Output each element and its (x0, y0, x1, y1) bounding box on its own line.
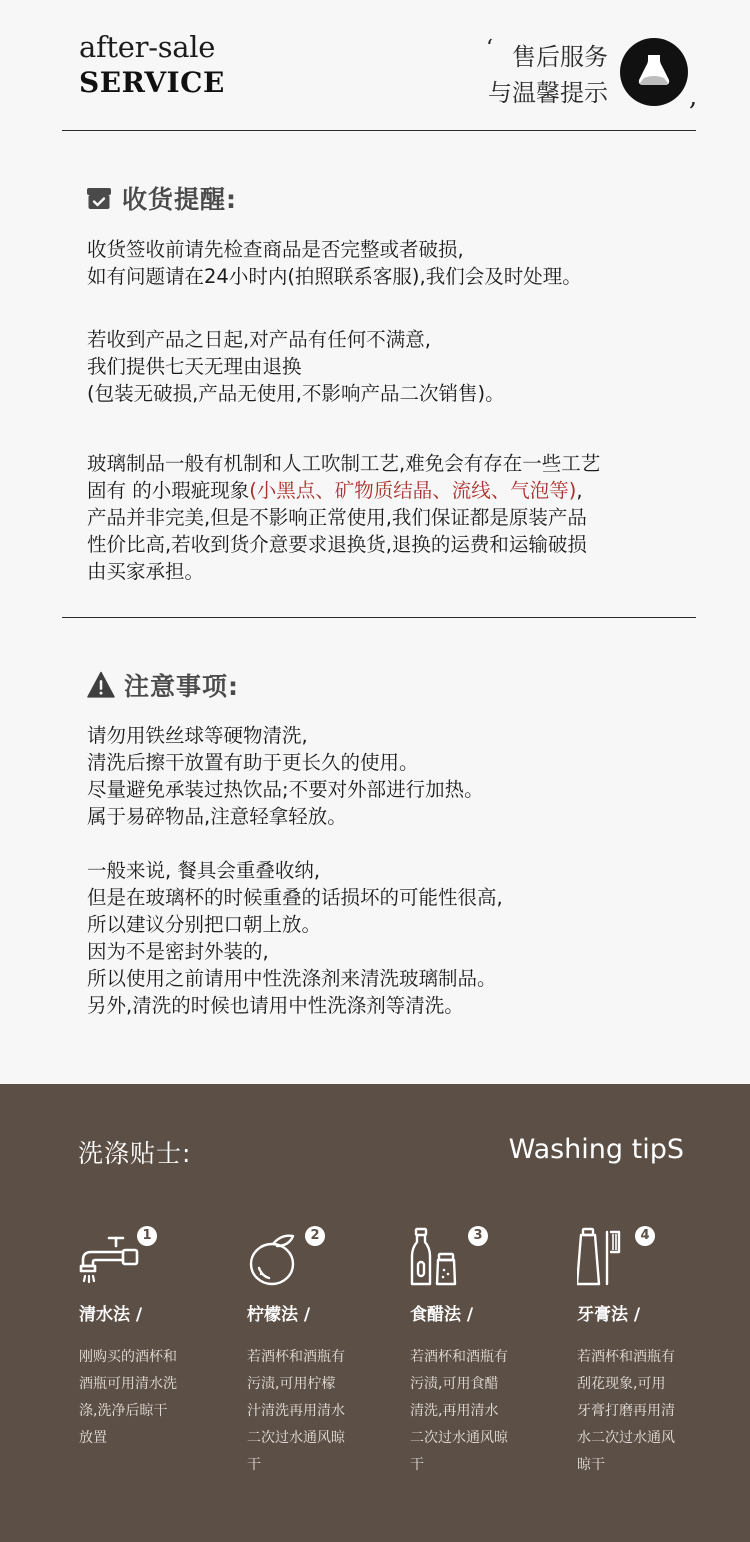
toothpaste-brush-icon (577, 1224, 667, 1294)
notice-paragraph-1 (87, 722, 707, 830)
tip-item-toothpaste (577, 1224, 727, 1473)
text-line: 性价比高,若收到货介意要求退换货,退换的运费和运输破损 (87, 533, 587, 556)
header-title-cn-line1: 售后服务 (512, 43, 608, 71)
tip-description (247, 1344, 367, 1479)
text-line: 干 (247, 1457, 261, 1473)
text-line: 玻璃制品一般有机制和人工吹制工艺,难免会有存在一些工艺 (87, 452, 601, 475)
tip-name: 柠檬法 / (247, 1305, 311, 1325)
text-line: 清洗后擦干放置有助于更长久的使用。 (87, 751, 419, 774)
vinegar-bottles-icon (410, 1224, 500, 1294)
tip-item-vinegar (410, 1224, 560, 1473)
water-tap-icon (79, 1224, 169, 1294)
highlight-defects: (小黑点、矿物质结晶、流线、气泡等) (249, 479, 577, 502)
text-line: 污渍,可用柠檬 (247, 1376, 336, 1392)
tip-number-badge: 1 (137, 1226, 157, 1246)
notice-title: 注意事项: (124, 672, 239, 701)
decanter-badge-icon (620, 38, 688, 106)
divider-top (62, 130, 696, 131)
text-line: 水二次过水通风 (577, 1430, 675, 1446)
tip-description (79, 1344, 199, 1452)
text-line: 若收到产品之日起,对产品有任何不满意, (87, 328, 431, 351)
text-line: 二次过水通风晾 (410, 1430, 508, 1446)
notice-heading (86, 667, 239, 703)
tip-name: 清水法 / (79, 1305, 143, 1325)
header-title-en-line2: SERVICE (79, 66, 225, 99)
lemon-icon (247, 1224, 337, 1294)
text-line: 放置 (79, 1430, 107, 1446)
text-line: 所以使用之前请用中性洗涤剂来清洗玻璃制品。 (87, 967, 497, 990)
tip-name: 牙膏法 / (577, 1305, 641, 1325)
tips-title-en: Washing tipS (508, 1134, 684, 1165)
text-line: 产品并非完美,但是不影响正常使用,我们保证都是原装产品 (87, 506, 587, 529)
header-quote-open: ‘ (486, 36, 493, 61)
text-line: 清洗,再用清水 (410, 1403, 499, 1419)
tip-description (577, 1344, 697, 1479)
tip-description (410, 1344, 530, 1479)
text-line: 二次过水通风晾 (247, 1430, 345, 1446)
text-line: 晾干 (577, 1457, 605, 1473)
text-line: 牙膏打磨再用清 (577, 1403, 675, 1419)
text-line: 因为不是密封外装的, (87, 940, 269, 963)
text-line: 刚购买的酒杯和 (79, 1349, 177, 1365)
text-line: 刮花现象,可用 (577, 1376, 666, 1392)
receipt-paragraph-2 (87, 326, 707, 407)
text-line: 若酒杯和酒瓶有 (410, 1349, 508, 1365)
text-line: 涤,洗净后晾干 (79, 1403, 168, 1419)
text-line: 如有问题请在24小时内(拍照联系客服),我们会及时处理。 (87, 265, 582, 288)
receipt-heading (86, 180, 237, 216)
text-line: 酒瓶可用清水洗 (79, 1376, 177, 1392)
text-line: 若酒杯和酒瓶有 (577, 1349, 675, 1365)
tip-item-water (79, 1224, 229, 1446)
tips-title: 洗涤贴士: (78, 1139, 192, 1168)
text-line: 另外,清洗的时候也请用中性洗涤剂等清洗。 (87, 994, 464, 1017)
header-title-cn-line2: 与温馨提示 (488, 79, 608, 107)
text-segment: 固有 的小瑕疵现象 (87, 479, 250, 502)
header-quote-close: , (689, 82, 698, 112)
tip-number-badge: 2 (305, 1226, 325, 1246)
text-line: 属于易碎物品,注意轻拿轻放。 (87, 805, 347, 828)
text-line: 若酒杯和酒瓶有 (247, 1349, 345, 1365)
box-check-icon (86, 185, 112, 211)
text-line: 所以建议分别把口朝上放。 (87, 913, 322, 936)
text-line: (包装无破损,产品无使用,不影响产品二次销售)。 (87, 382, 505, 405)
tip-number-badge: 4 (635, 1226, 655, 1246)
tip-name: 食醋法 / (410, 1305, 474, 1325)
receipt-paragraph-3 (87, 450, 707, 585)
text-segment: , (576, 479, 583, 502)
text-line: 一般来说, 餐具会重叠收纳, (87, 859, 321, 882)
text-line: 收货签收前请先检查商品是否完整或者破损, (87, 238, 464, 261)
text-line: 我们提供七天无理由退换 (87, 355, 302, 378)
text-line: 请勿用铁丝球等硬物清洗, (87, 724, 308, 747)
text-line: 干 (410, 1457, 424, 1473)
warning-triangle-icon (86, 671, 116, 699)
divider-middle (62, 617, 696, 618)
text-line: 尽量避免承装过热饮品;不要对外部进行加热。 (87, 778, 484, 801)
text-line: 汁清洗再用清水 (247, 1403, 345, 1419)
tip-item-lemon (247, 1224, 397, 1473)
washing-tips-panel (0, 1084, 750, 1542)
receipt-title: 收货提醒: (122, 185, 237, 214)
header-title-en-line1: after-sale (79, 30, 216, 64)
tip-number-badge: 3 (468, 1226, 488, 1246)
text-line: 由买家承担。 (87, 560, 205, 583)
notice-paragraph-2 (87, 857, 707, 1019)
text-line (87, 477, 707, 504)
receipt-paragraph-1 (87, 236, 707, 290)
text-line: 污渍,可用食醋 (410, 1376, 499, 1392)
text-line: 但是在玻璃杯的时候重叠的话损坏的可能性很高, (87, 886, 503, 909)
